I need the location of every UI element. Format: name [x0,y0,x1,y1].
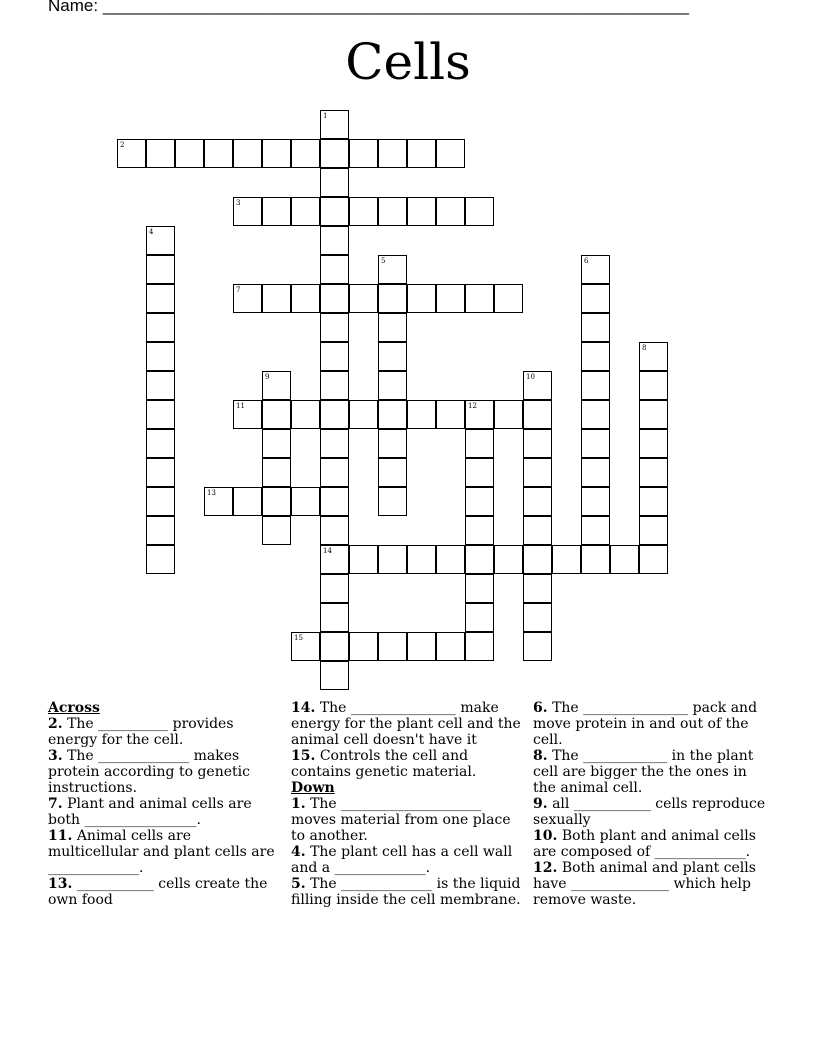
grid-cell[interactable] [349,139,378,168]
across-heading: Across [48,700,100,716]
grid-cell[interactable] [320,400,349,429]
grid-cell[interactable] [146,487,175,516]
grid-cell[interactable] [320,603,349,632]
grid-cell[interactable] [436,139,465,168]
grid-cell[interactable] [436,197,465,226]
clue-across-13 [48,876,284,908]
grid-cell[interactable] [320,110,349,139]
grid-cell[interactable] [320,226,349,255]
clue-number-label: 4 [149,228,154,236]
grid-cell[interactable] [233,139,262,168]
grid-cell[interactable] [465,603,494,632]
clue-text: Plant and animal cells are both ________________. [48,796,252,828]
grid-cell[interactable] [581,516,610,545]
grid-cell[interactable] [320,255,349,284]
grid-cell[interactable] [262,197,291,226]
clue-number-label: 8 [642,344,647,352]
grid-cell[interactable] [378,284,407,313]
grid-cell[interactable] [581,371,610,400]
grid-cell[interactable] [146,458,175,487]
clue-text: The _____________ makes protein according to genetic instructions. [48,748,250,796]
clue-text: The _____________ is the liquid filling inside the cell membrane. [291,876,521,908]
clue-across-11 [48,828,284,876]
grid-cell[interactable] [291,139,320,168]
grid-cell[interactable] [262,429,291,458]
grid-cell[interactable] [320,516,349,545]
grid-cell[interactable] [465,487,494,516]
grid-cell[interactable] [349,400,378,429]
grid-cell[interactable] [494,545,523,574]
clue-across-3 [48,748,284,796]
grid-cell[interactable] [436,545,465,574]
clue-column-3 [533,700,769,908]
grid-cell[interactable] [639,429,668,458]
grid-cell[interactable] [407,139,436,168]
grid-cell[interactable] [523,429,552,458]
grid-cell[interactable] [262,371,291,400]
clue-number: 6. [533,700,548,716]
grid-cell[interactable] [320,574,349,603]
grid-cell[interactable] [465,632,494,661]
clue-text: The _______________ make energy for the plant cell and the animal cell doesn't have it [291,700,521,748]
grid-cell[interactable] [262,139,291,168]
grid-cell[interactable] [262,487,291,516]
down-heading: Down [291,780,335,796]
grid-cell[interactable] [523,632,552,661]
grid-cell[interactable] [175,139,204,168]
clue-text: all ___________ cells reproduce sexually [533,796,766,828]
grid-cell[interactable] [320,139,349,168]
grid-cell[interactable] [349,197,378,226]
grid-cell[interactable] [465,400,494,429]
grid-cell[interactable] [378,371,407,400]
grid-cell[interactable] [204,139,233,168]
grid-cell[interactable] [146,313,175,342]
grid-cell[interactable] [523,516,552,545]
clue-number: 7. [48,796,63,812]
grid-cell[interactable] [639,516,668,545]
clue-text: The ____________ in the plant cell are bigger the the ones in the animal cell. [533,748,754,796]
clue-down-12 [533,860,769,908]
grid-cell[interactable] [581,429,610,458]
grid-cell[interactable] [146,429,175,458]
clue-number: 12. [533,860,558,876]
clue-number: 4. [291,844,306,860]
grid-cell[interactable] [407,284,436,313]
clue-down-9 [533,796,769,828]
clue-text: Both animal and plant cells have ______________ which help remove waste. [533,860,756,908]
grid-cell[interactable] [349,545,378,574]
grid-cell[interactable] [378,632,407,661]
grid-cell[interactable] [436,632,465,661]
clue-number: 15. [291,748,316,764]
grid-cell[interactable] [378,139,407,168]
grid-cell[interactable] [378,429,407,458]
grid-cell[interactable] [639,458,668,487]
grid-cell[interactable] [465,197,494,226]
clue-text: Both plant and animal cells are composed of _____________. [533,828,756,860]
grid-cell[interactable] [378,342,407,371]
grid-cell[interactable] [320,487,349,516]
grid-cell[interactable] [552,545,581,574]
clue-number-label: 7 [236,286,241,294]
clue-across-14 [291,700,527,748]
grid-cell[interactable] [465,574,494,603]
grid-cell[interactable] [378,487,407,516]
clue-number-label: 3 [236,199,241,207]
grid-cell[interactable] [320,197,349,226]
clue-text: The _______________ pack and move protein in and out of the cell. [533,700,758,748]
grid-cell[interactable] [291,487,320,516]
grid-cell[interactable] [291,284,320,313]
grid-cell[interactable] [378,255,407,284]
grid-cell[interactable] [378,313,407,342]
grid-cell[interactable] [639,545,668,574]
clue-column-1 [48,700,284,908]
clue-text: Controls the cell and contains genetic material. [291,748,477,780]
clue-number-label: 2 [120,141,125,149]
grid-cell[interactable] [378,545,407,574]
grid-cell[interactable] [291,197,320,226]
grid-cell[interactable] [378,400,407,429]
clue-number-label: 12 [468,402,477,410]
clue-number-label: 15 [294,634,303,642]
clue-number-label: 13 [207,489,216,497]
grid-cell[interactable] [465,516,494,545]
clue-number: 10. [533,828,558,844]
grid-cell[interactable] [581,487,610,516]
clue-number-label: 10 [526,373,535,381]
grid-cell[interactable] [262,284,291,313]
grid-cell[interactable] [523,371,552,400]
grid-cell[interactable] [407,400,436,429]
grid-cell[interactable] [523,487,552,516]
name-field-label: Name: ______________________________________________________________ [48,0,689,15]
clue-text: Animal cells are multicellular and plant cells are _____________. [48,828,275,876]
grid-cell[interactable] [262,516,291,545]
grid-cell[interactable] [407,632,436,661]
clue-number-label: 9 [265,373,270,381]
grid-cell[interactable] [146,226,175,255]
grid-cell[interactable] [581,313,610,342]
grid-cell[interactable] [465,429,494,458]
clue-across-7 [48,796,284,828]
grid-cell[interactable] [262,400,291,429]
grid-cell[interactable] [523,458,552,487]
grid-cell[interactable] [639,400,668,429]
grid-cell[interactable] [349,632,378,661]
grid-cell[interactable] [436,400,465,429]
clue-text: The __________ provides energy for the cell. [48,716,234,748]
grid-cell[interactable] [233,400,262,429]
clue-across-15 [291,748,527,780]
clue-text: ___________ cells create the own food [48,876,268,908]
clue-number-label: 1 [323,112,328,120]
page-title: Cells [345,33,471,91]
clue-down-10 [533,828,769,860]
clue-text: The plant cell has a cell wall and a _____________. [291,844,513,876]
grid-cell[interactable] [291,400,320,429]
grid-cell[interactable] [146,400,175,429]
clue-number: 5. [291,876,306,892]
grid-cell[interactable] [349,284,378,313]
clue-down-8 [533,748,769,796]
grid-cell[interactable] [378,197,407,226]
grid-cell[interactable] [436,284,465,313]
grid-cell[interactable] [523,574,552,603]
grid-cell[interactable] [233,487,262,516]
grid-cell[interactable] [320,342,349,371]
clue-number: 3. [48,748,63,764]
grid-cell[interactable] [233,284,262,313]
grid-cell[interactable] [494,400,523,429]
grid-cell[interactable] [639,342,668,371]
grid-cell[interactable] [465,284,494,313]
grid-cell[interactable] [610,545,639,574]
grid-cell[interactable] [146,371,175,400]
clue-text: The ____________________ moves material from one place to another. [291,796,511,844]
clue-number: 2. [48,716,63,732]
grid-cell[interactable] [320,371,349,400]
grid-cell[interactable] [581,458,610,487]
grid-cell[interactable] [320,545,349,574]
grid-cell[interactable] [146,284,175,313]
grid-cell[interactable] [407,197,436,226]
grid-cell[interactable] [320,168,349,197]
grid-cell[interactable] [639,487,668,516]
grid-cell[interactable] [320,284,349,313]
grid-cell[interactable] [146,139,175,168]
clue-down-5 [291,876,527,908]
clue-number: 1. [291,796,306,812]
clue-down-1 [291,796,527,844]
clue-number: 11. [48,828,73,844]
grid-cell[interactable] [494,284,523,313]
grid-cell[interactable] [581,400,610,429]
grid-cell[interactable] [465,458,494,487]
grid-cell[interactable] [320,429,349,458]
clue-number-label: 11 [236,402,245,410]
grid-cell[interactable] [581,545,610,574]
clue-down-4 [291,844,527,876]
grid-cell[interactable] [581,342,610,371]
clue-column-2 [291,700,527,908]
clue-number: 13. [48,876,73,892]
clue-across-2 [48,716,284,748]
grid-cell[interactable] [146,342,175,371]
clue-number-label: 6 [584,257,589,265]
grid-cell[interactable] [581,255,610,284]
grid-cell[interactable] [320,313,349,342]
clue-down-6 [533,700,769,748]
grid-cell[interactable] [639,371,668,400]
grid-cell[interactable] [523,400,552,429]
grid-cell[interactable] [523,545,552,574]
grid-cell[interactable] [465,545,494,574]
grid-cell[interactable] [233,197,262,226]
grid-cell[interactable] [146,545,175,574]
grid-cell[interactable] [407,545,436,574]
grid-cell[interactable] [117,139,146,168]
grid-cell[interactable] [320,661,349,690]
grid-cell[interactable] [320,632,349,661]
grid-cell[interactable] [320,458,349,487]
clue-number-label: 5 [381,257,386,265]
grid-cell[interactable] [146,516,175,545]
clue-number: 14. [291,700,316,716]
grid-cell[interactable] [291,632,320,661]
grid-cell[interactable] [523,603,552,632]
clue-number-label: 14 [323,547,332,555]
clue-number: 9. [533,796,548,812]
grid-cell[interactable] [581,284,610,313]
grid-cell[interactable] [262,458,291,487]
grid-cell[interactable] [378,458,407,487]
clue-number: 8. [533,748,548,764]
grid-cell[interactable] [204,487,233,516]
grid-cell[interactable] [146,255,175,284]
